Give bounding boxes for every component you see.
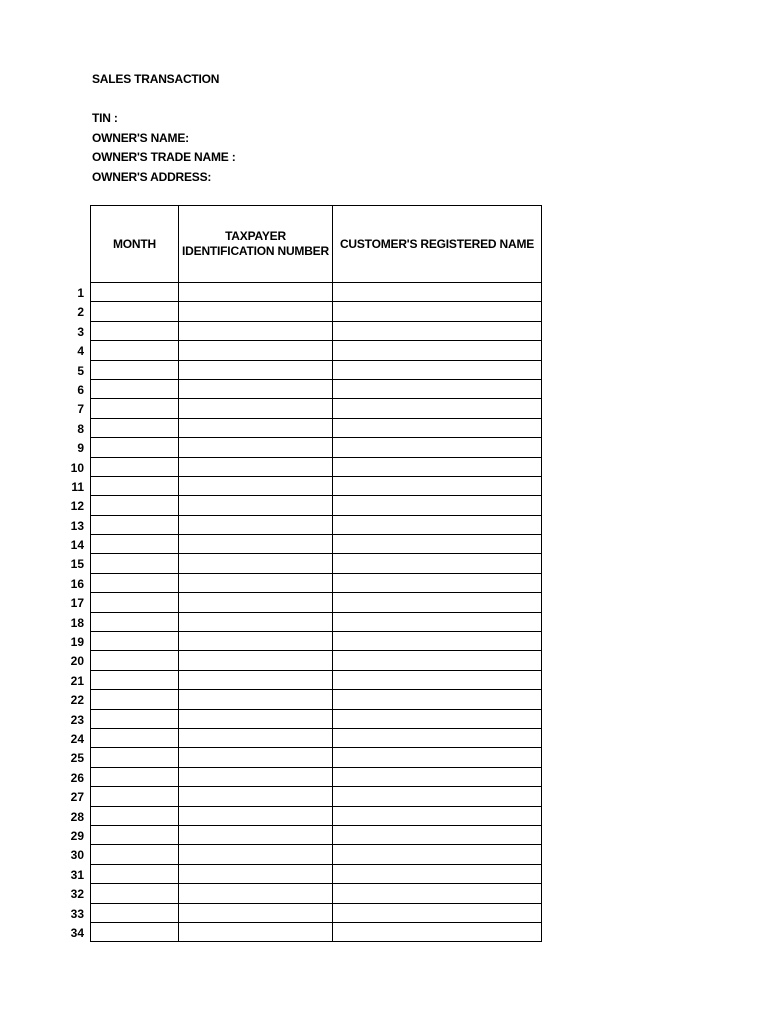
table-row <box>91 302 542 321</box>
customer-name-cell[interactable] <box>333 418 542 437</box>
month-header-label: MONTH <box>113 236 156 251</box>
month-cell[interactable] <box>91 457 179 476</box>
month-cell[interactable] <box>91 476 179 495</box>
customer-name-cell[interactable] <box>333 670 542 689</box>
row-number: 20 <box>70 654 84 669</box>
customer-name-cell[interactable] <box>333 554 542 573</box>
month-cell[interactable] <box>91 496 179 515</box>
customer-name-cell[interactable] <box>333 787 542 806</box>
table-row <box>91 515 542 534</box>
tin-cell[interactable] <box>179 379 333 398</box>
row-number: 17 <box>70 596 84 611</box>
row-number: 23 <box>70 712 84 727</box>
form-header <box>92 71 236 188</box>
month-cell[interactable] <box>91 884 179 903</box>
row-number: 18 <box>70 615 84 630</box>
tin-cell[interactable] <box>179 341 333 360</box>
table-row <box>91 787 542 806</box>
tin-cell[interactable] <box>179 283 333 302</box>
table-row <box>91 690 542 709</box>
row-number: 19 <box>70 635 84 650</box>
month-cell[interactable] <box>91 787 179 806</box>
table-header-row <box>91 206 542 283</box>
table-row <box>91 748 542 767</box>
row-number: 32 <box>70 887 84 902</box>
customer-name-cell[interactable] <box>333 399 542 418</box>
tin-cell[interactable] <box>179 845 333 864</box>
tin-cell[interactable] <box>179 748 333 767</box>
customer-name-cell[interactable] <box>333 476 542 495</box>
customer-name-cell[interactable] <box>333 825 542 844</box>
document-title: SALES TRANSACTION <box>92 72 220 86</box>
sales-table <box>90 205 542 942</box>
row-number: 8 <box>77 421 84 436</box>
tin-label: TIN : <box>92 111 118 125</box>
tin-cell[interactable] <box>179 728 333 747</box>
customer-name-cell[interactable] <box>333 496 542 515</box>
table-row <box>91 457 542 476</box>
customer-name-cell[interactable] <box>333 283 542 302</box>
row-number: 10 <box>70 460 84 475</box>
tin-cell[interactable] <box>179 496 333 515</box>
tin-cell[interactable] <box>179 535 333 554</box>
tin-cell[interactable] <box>179 806 333 825</box>
customer-name-cell[interactable] <box>333 515 542 534</box>
table-row <box>91 418 542 437</box>
month-cell[interactable] <box>91 321 179 340</box>
table-body <box>91 283 542 942</box>
table-row <box>91 573 542 592</box>
table-row <box>91 476 542 495</box>
row-number: 26 <box>70 770 84 785</box>
month-cell[interactable] <box>91 573 179 592</box>
month-cell[interactable] <box>91 651 179 670</box>
table-row <box>91 884 542 903</box>
table-row <box>91 321 542 340</box>
customer-name-cell[interactable] <box>333 728 542 747</box>
customer-name-cell[interactable] <box>333 884 542 903</box>
table-row <box>91 360 542 379</box>
month-cell[interactable] <box>91 399 179 418</box>
row-number: 4 <box>77 344 84 359</box>
month-cell[interactable] <box>91 748 179 767</box>
tin-cell[interactable] <box>179 632 333 651</box>
month-cell[interactable] <box>91 379 179 398</box>
tin-cell[interactable] <box>179 670 333 689</box>
owner-name-label: OWNER'S NAME: <box>92 130 189 145</box>
customer-name-cell[interactable] <box>333 457 542 476</box>
month-cell[interactable] <box>91 418 179 437</box>
month-cell[interactable] <box>91 535 179 554</box>
tin-cell[interactable] <box>179 573 333 592</box>
tin-cell[interactable] <box>179 651 333 670</box>
tin-cell[interactable] <box>179 515 333 534</box>
month-cell[interactable] <box>91 632 179 651</box>
table-row <box>91 651 542 670</box>
table-row <box>91 922 542 941</box>
tin-cell[interactable] <box>179 825 333 844</box>
tin-cell[interactable] <box>179 903 333 922</box>
customer-name-cell[interactable] <box>333 302 542 321</box>
row-number: 15 <box>70 557 84 572</box>
month-cell[interactable] <box>91 903 179 922</box>
customer-name-cell[interactable] <box>333 632 542 651</box>
customer-name-cell[interactable] <box>333 748 542 767</box>
customer-name-cell[interactable] <box>333 806 542 825</box>
table-row <box>91 845 542 864</box>
tin-cell[interactable] <box>179 399 333 418</box>
tin-cell[interactable] <box>179 767 333 786</box>
month-cell[interactable] <box>91 593 179 612</box>
table-row <box>91 554 542 573</box>
tin-cell[interactable] <box>179 593 333 612</box>
customer-name-cell[interactable] <box>333 612 542 631</box>
month-cell[interactable] <box>91 515 179 534</box>
row-number: 9 <box>77 441 84 456</box>
tin-cell[interactable] <box>179 476 333 495</box>
row-number: 24 <box>70 731 84 746</box>
month-cell[interactable] <box>91 845 179 864</box>
row-number: 1 <box>77 286 84 300</box>
row-number: 25 <box>70 751 84 766</box>
month-cell[interactable] <box>91 709 179 728</box>
month-cell[interactable] <box>91 690 179 709</box>
tin-cell[interactable] <box>179 690 333 709</box>
customer-name-cell[interactable] <box>333 651 542 670</box>
customer-name-cell[interactable] <box>333 379 542 398</box>
tin-cell[interactable] <box>179 884 333 903</box>
tin-header-line1: TAXPAYER <box>225 229 286 243</box>
tin-cell[interactable] <box>179 612 333 631</box>
row-number: 22 <box>70 693 84 708</box>
month-cell[interactable] <box>91 922 179 941</box>
month-cell[interactable] <box>91 302 179 321</box>
month-cell[interactable] <box>91 806 179 825</box>
month-cell[interactable] <box>91 360 179 379</box>
customer-name-cell[interactable] <box>333 709 542 728</box>
month-column-header <box>91 206 179 283</box>
row-number: 12 <box>70 499 84 514</box>
month-cell[interactable] <box>91 767 179 786</box>
row-number: 34 <box>70 925 84 940</box>
month-cell[interactable] <box>91 341 179 360</box>
table-row <box>91 438 542 457</box>
customer-name-cell[interactable] <box>333 767 542 786</box>
row-number: 7 <box>77 402 84 417</box>
tin-column-header <box>179 206 333 283</box>
owner-trade-name-label: OWNER'S TRADE NAME : <box>92 150 236 164</box>
customer-name-header-label: CUSTOMER'S REGISTERED NAME <box>339 236 535 251</box>
row-number: 27 <box>70 790 84 805</box>
table-row <box>91 806 542 825</box>
tin-cell[interactable] <box>179 321 333 340</box>
customer-name-cell[interactable] <box>333 360 542 379</box>
customer-name-column-header <box>333 206 542 283</box>
month-cell[interactable] <box>91 554 179 573</box>
table-row <box>91 341 542 360</box>
customer-name-cell[interactable] <box>333 593 542 612</box>
tin-cell[interactable] <box>179 864 333 883</box>
tin-header-line2: IDENTIFICATION NUMBER <box>182 244 329 258</box>
row-number: 33 <box>70 906 84 921</box>
row-number: 11 <box>71 479 84 494</box>
tin-cell[interactable] <box>179 709 333 728</box>
table-row <box>91 632 542 651</box>
tin-cell[interactable] <box>179 457 333 476</box>
row-number: 3 <box>77 324 84 339</box>
customer-name-cell[interactable] <box>333 535 542 554</box>
row-number: 2 <box>77 305 84 320</box>
month-cell[interactable] <box>91 283 179 302</box>
table-row <box>91 283 542 302</box>
row-number: 13 <box>70 518 84 533</box>
row-number: 16 <box>70 576 84 591</box>
tin-cell[interactable] <box>179 787 333 806</box>
table-row <box>91 864 542 883</box>
customer-name-cell[interactable] <box>333 903 542 922</box>
month-cell[interactable] <box>91 825 179 844</box>
row-number: 5 <box>77 363 84 378</box>
table-row <box>91 825 542 844</box>
month-cell[interactable] <box>91 864 179 883</box>
sales-table-container <box>90 205 542 942</box>
row-number: 14 <box>70 538 84 553</box>
month-cell[interactable] <box>91 670 179 689</box>
tin-cell[interactable] <box>179 418 333 437</box>
owner-address-label: OWNER'S ADDRESS: <box>92 169 212 184</box>
customer-name-cell[interactable] <box>333 922 542 941</box>
month-cell[interactable] <box>91 438 179 457</box>
row-number: 6 <box>77 382 84 397</box>
customer-name-cell[interactable] <box>333 845 542 864</box>
tin-cell[interactable] <box>179 922 333 941</box>
customer-name-cell[interactable] <box>333 690 542 709</box>
row-number: 30 <box>70 848 84 863</box>
table-row <box>91 903 542 922</box>
row-number: 28 <box>70 809 84 824</box>
table-row <box>91 496 542 515</box>
table-row <box>91 709 542 728</box>
tin-cell[interactable] <box>179 302 333 321</box>
row-number: 21 <box>70 673 84 688</box>
table-row <box>91 728 542 747</box>
customer-name-cell[interactable] <box>333 864 542 883</box>
tin-cell[interactable] <box>179 360 333 379</box>
customer-name-cell[interactable] <box>333 321 542 340</box>
table-row <box>91 379 542 398</box>
table-row <box>91 399 542 418</box>
tin-cell[interactable] <box>179 554 333 573</box>
table-row <box>91 612 542 631</box>
customer-name-cell[interactable] <box>333 438 542 457</box>
customer-name-cell[interactable] <box>333 573 542 592</box>
month-cell[interactable] <box>91 612 179 631</box>
table-row <box>91 593 542 612</box>
table-row <box>91 767 542 786</box>
month-cell[interactable] <box>91 728 179 747</box>
row-number: 31 <box>70 867 84 882</box>
row-number-column <box>50 284 84 943</box>
table-row <box>91 535 542 554</box>
table-row <box>91 670 542 689</box>
customer-name-cell[interactable] <box>333 341 542 360</box>
header-spacer <box>92 90 236 110</box>
row-number: 29 <box>70 828 84 843</box>
tin-cell[interactable] <box>179 438 333 457</box>
